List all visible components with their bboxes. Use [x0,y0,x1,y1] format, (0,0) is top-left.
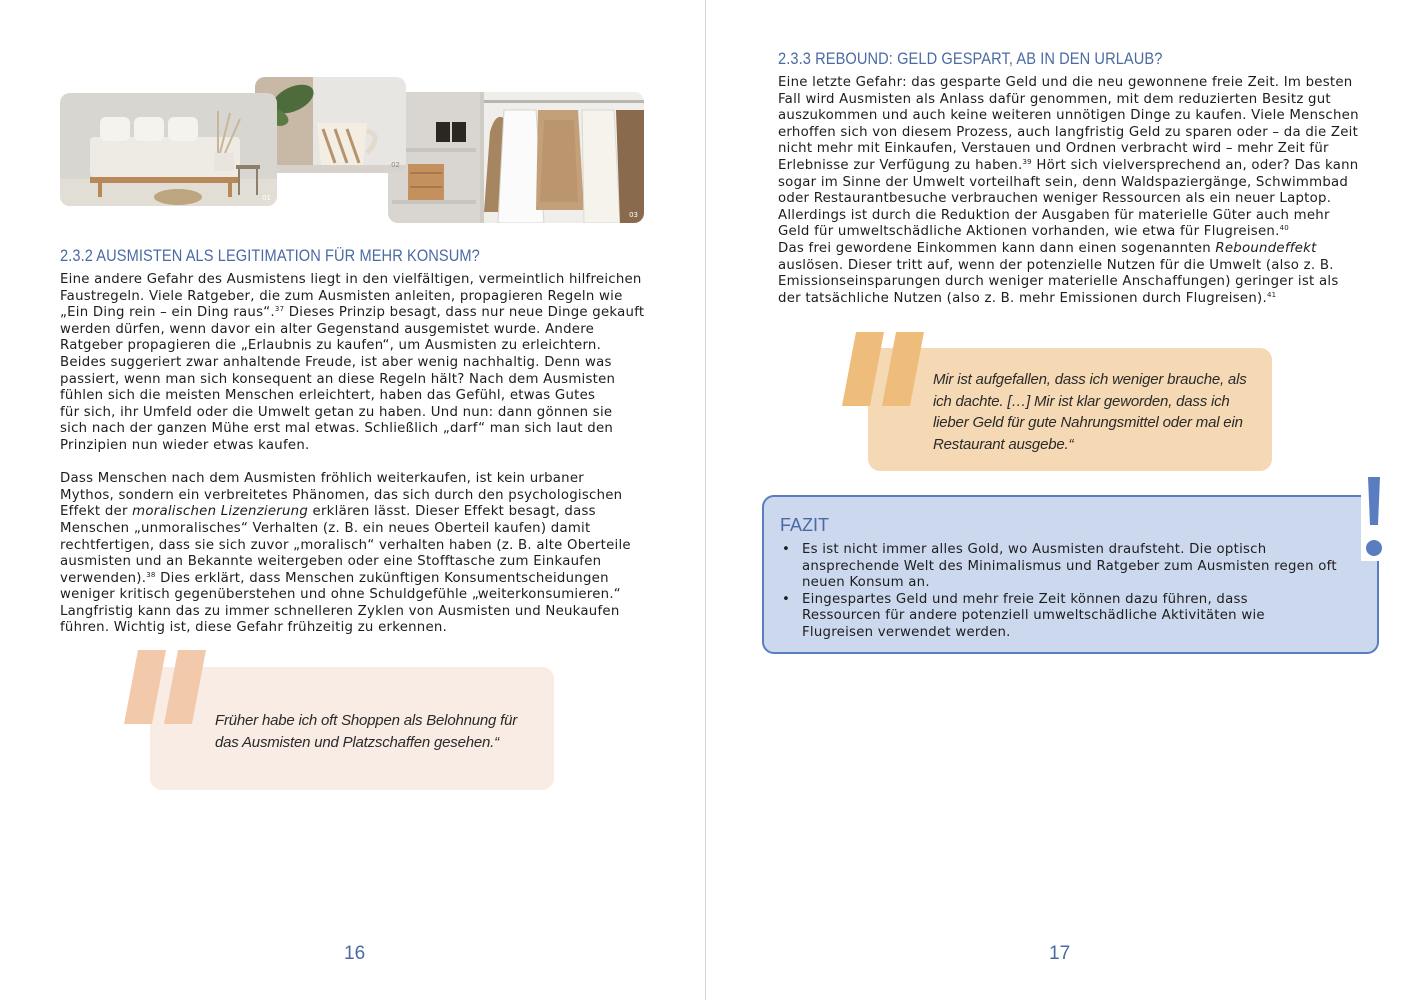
text-line: nicht mehr mit Einkaufen, Verstauen und Ordnen verbracht wird – mehr Zeit für [778,141,1329,157]
photo-number: 01 [262,194,271,202]
photo-number: 02 [391,161,400,169]
text-line: auszukommen und auch keine weiteren unnötigen Dinge zu kaufen. Viele Menschen [778,108,1359,124]
list-line: Ressourcen für andere potenziell umweltschädliche Aktivitäten wie [802,608,1265,624]
text-line: Effekt der moralischen Lizenzierung erklären lässt. Dieser Effekt besagt, dass [60,504,596,520]
bullet-icon: • [782,591,791,607]
text-line: Erlebnisse zur Verfügung zu haben.$^{39}$ Hört sich vielversprechend an, oder? Das kann [778,157,1359,173]
section-heading: 2.3.2 AUSMISTEN ALS LEGITIMATION FÜR MEHR KONSUM? [60,246,480,265]
text-line: ausmisten und an Bekannte weitergeben oder eine Stofftasche zum Einkaufen [60,554,602,570]
right-page [706,0,1410,1000]
text-line: Langfristig kann das zu immer schnelleren Zyklen von Ausmisten und Neukaufen [60,603,620,619]
list-line: Es ist nicht immer alles Gold, wo Ausmisten draufsteht. Die optisch [802,542,1267,557]
quote-marks-icon [122,650,212,726]
quote-marks-icon [840,332,930,408]
text-line: Ratgeber propagieren die „Erlaubnis zu kaufen“, um Ausmisten zu erleichtern. [60,338,602,354]
text-line: Prinzipien nun wieder etwas kaufen. [60,437,310,453]
text-line: Beides suggeriert zwar anhaltende Freude, ist aber wenig nachhaltig. Denn was [60,354,612,370]
text-line: Allerdings ist durch die Reduktion der Ausgaben für materielle Güter auch mehr [778,207,1330,223]
list-item [780,592,1360,642]
quote-line: ich dachte. […] Mir ist klar geworden, dass ich [933,392,1230,410]
exclamation-icon [1361,477,1387,561]
footnote-ref[interactable]: 37 [274,305,285,314]
quote-line: lieber Geld für gute Nahrungsmittel oder mal ein [933,414,1243,431]
footnote-ref[interactable]: 39 [1022,157,1032,166]
text-line: „Ein Ding rein – ein Ding raus“.$^{37}$ Dieses Prinzip besagt, dass nur neue Dinge gekauft [60,305,645,321]
text-line: erhoffen sich von diesem Prozess, auch langfristig Geld zu sparen oder – da die Zeit [778,124,1359,140]
list-line: Flugreisen verwendet werden. [802,624,1011,640]
text-line: werden dürfen, wenn davor ein alter Gegenstand ausgemistet wurde. Andere [60,321,595,337]
quote-line: das Ausmisten und Platzschaffen gesehen.“ [215,733,499,751]
quote-line: Mir ist aufgefallen, dass ich weniger brauche, als [933,371,1247,388]
text-line: weniger kritisch gegenüberstehen und ohne Schuldgefühle „weiterkonsumieren.“ [60,587,621,603]
text-line: Eine letzte Gefahr: das gesparte Geld und die neu gewonnene freie Zeit. Im besten [778,75,1353,90]
text-line: führen. Wichtig ist, diese Gefahr frühzeitig zu erkennen. [60,620,448,636]
text-line: auslösen. Dieser tritt auf, wenn der potenzielle Nutzen für die Umwelt (also z. B. [778,257,1334,273]
text-line: der tatsächliche Nutzen (also z. B. mehr Emissionen durch Flugreisen).$^{41}$ [778,290,1277,306]
quote-line: Früher habe ich oft Shoppen als Belohnung für [215,712,518,729]
text-line: oder Restaurantbesuche verbrauchen weniger Ressourcen als ein neuer Laptop. [778,191,1332,207]
text-line: fühlen sich die meisten Menschen erleichtert, haben das Gefühl, etwas Gutes [60,388,596,404]
mug-plant-photo [255,77,406,173]
text-line: Fall wird Ausmisten als Anlass dafür genommen, mit dem reduzierten Besitz gut [778,91,1331,107]
living-room-image [60,93,277,206]
text-line: Menschen „unmoralisches“ Verhalten (z. B. ein neues Oberteil kaufen) damit [60,520,591,536]
quote-text [215,710,545,753]
footnote-ref[interactable]: 41 [1266,290,1277,299]
page-number: 16 [344,943,366,964]
text-line: Mythos, sondern ein verbreitetes Phänomen, das sich durch den psychologischen [60,487,623,503]
bullet-icon: • [782,542,791,557]
text-line: verwenden).$^{38}$ Dies erklärt, dass Menschen zukünftigen Konsumentscheidungen [60,570,609,586]
text-line: rechtfertigen, dass sie sich zuvor „moralisch“ verhalten haben (z. B. alte Oberteile [60,537,631,553]
text-line: Dass Menschen nach dem Ausmisten fröhlich weiterkaufen, ist kein urbaner [60,471,585,487]
body-paragraphs [60,272,660,637]
photo-number: 03 [629,211,638,219]
fazit-list [780,542,1360,642]
text-line: Faustregeln. Viele Ratgeber, die zum Ausmisten anleiten, propagieren Regeln wie [60,288,623,304]
page-number: 17 [1049,943,1071,964]
emphasis-term: moralischen Lizenzierung [132,504,309,520]
living-room-photo [60,93,277,206]
text-line: Emissionseinsparungen durch weniger materielle Anschaffungen) geringer ist als [778,274,1339,290]
text-line: passiert, wenn man sich konsequent an diese Regeln hält? Nach dem Ausmisten [60,371,616,387]
list-line: neuen Konsum an. [802,575,930,591]
text-line: sich nach der ganzen Mühe erst mal etwas. Schließlich „darf“ man sich laut den [60,421,614,437]
list-line: Eingespartes Geld und mehr freie Zeit können dazu führen, dass [802,591,1248,607]
quote-text [933,369,1263,455]
footnote-ref[interactable]: 40 [1279,224,1289,233]
list-item [780,542,1360,592]
quote-line: Restaurant ausgebe.“ [933,435,1074,453]
mug-image [255,77,406,173]
text-line: sogar im Sinne der Umwelt vorteilhaft sein, denn Waldspaziergänge, Schwimmbad [778,174,1349,190]
emphasis-term: Reboundeffekt [1215,240,1317,256]
text-line: Eine andere Gefahr des Ausmistens liegt in den vielfältigen, vermeintlich hilfreichen [60,272,642,287]
text-line: für sich, ihr Umfeld oder die Umwelt getan zu haben. Und nun: dann gönnen sie [60,404,613,420]
text-line: Das frei gewordene Einkommen kann dann einen sogenannten Reboundeffekt [778,240,1317,256]
wardrobe-image [388,92,644,223]
fazit-box [762,495,1379,654]
section-heading: 2.3.3 REBOUND: GELD GESPART, AB IN DEN URLAUB? [778,49,1163,68]
fazit-title: FAZIT [780,515,829,535]
wardrobe-photo [388,92,644,223]
body-paragraphs [778,75,1378,307]
footnote-ref[interactable]: 38 [146,570,156,579]
list-line: ansprechende Welt des Minimalismus und Ratgeber zum Ausmisten regen oft [802,558,1337,574]
text-line: Geld für umweltschädliche Aktionen vorhanden, wie etwa für Flugreisen.$^{40}$ [778,224,1289,240]
